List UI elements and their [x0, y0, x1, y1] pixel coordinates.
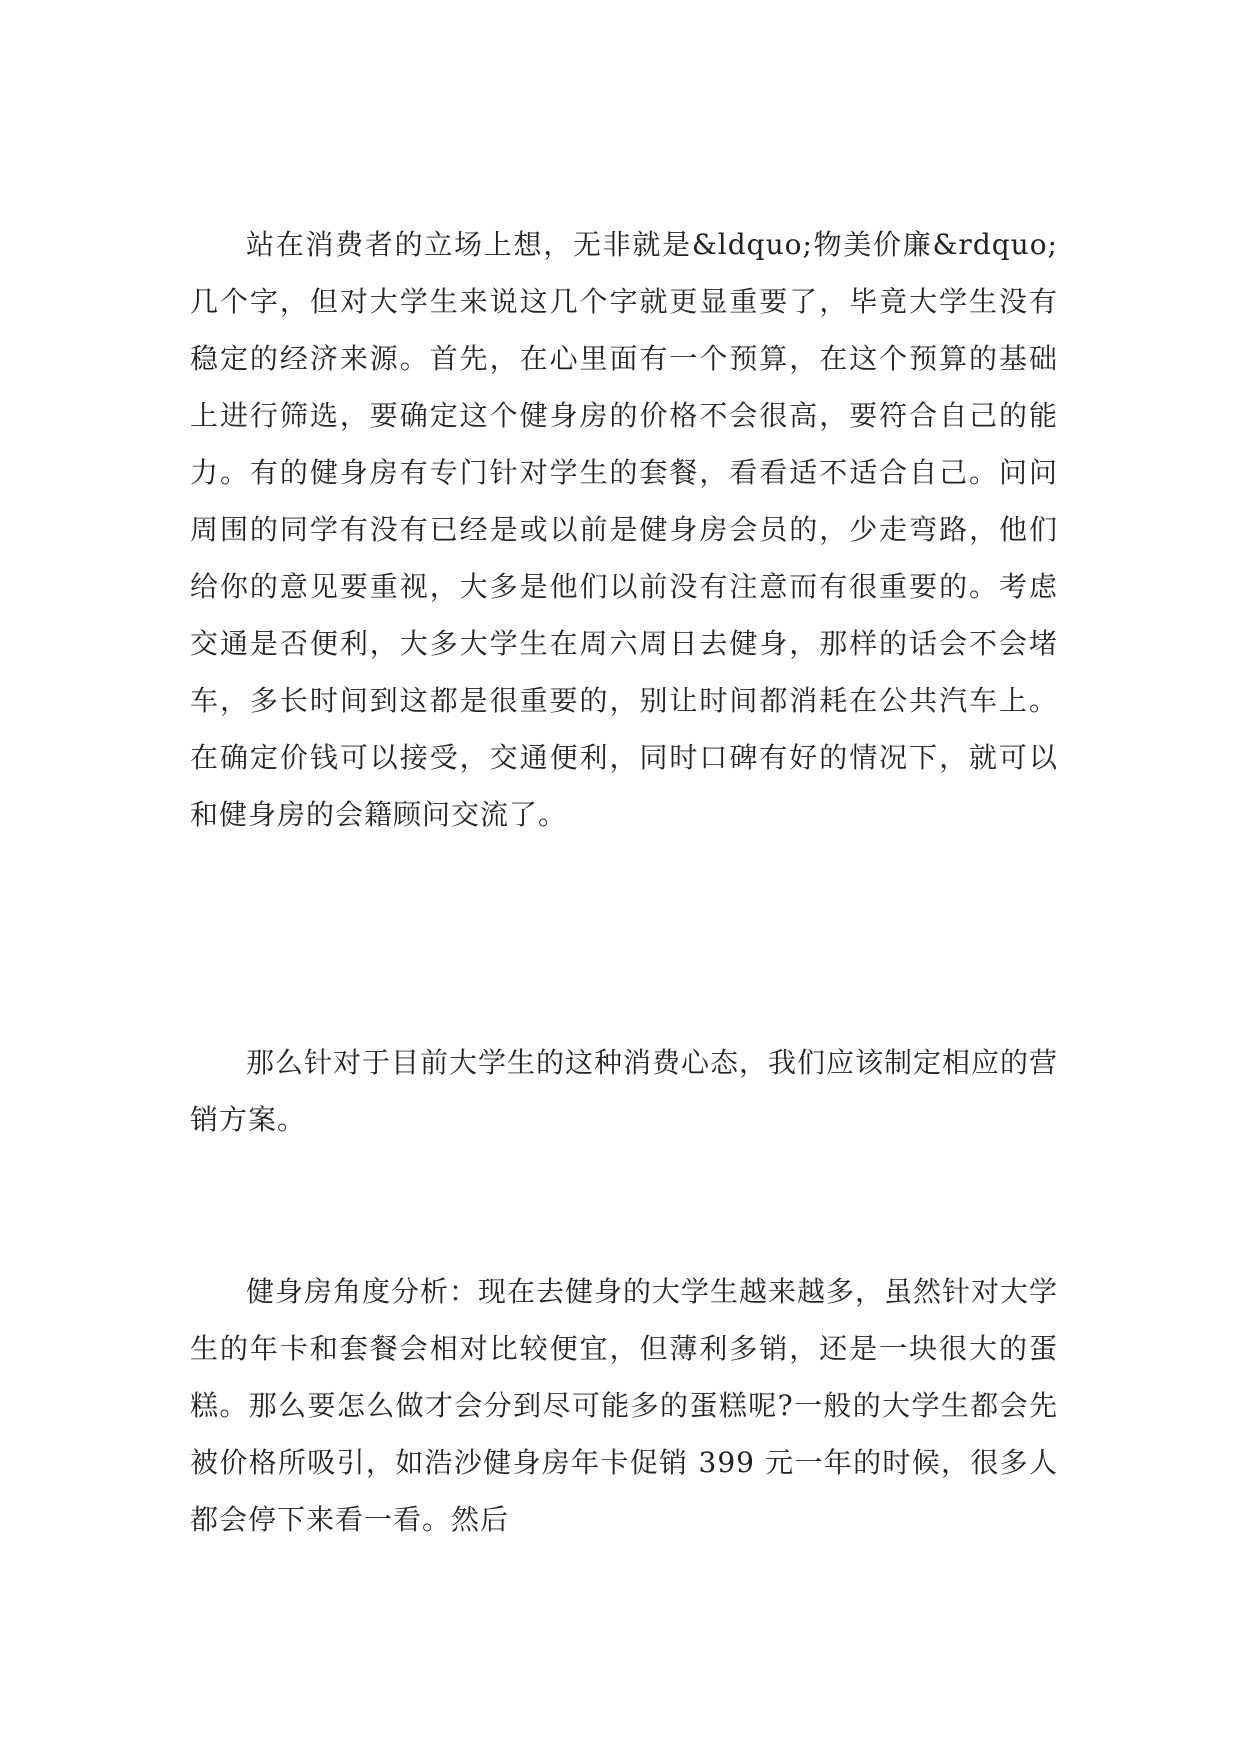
paragraph-consumer-perspective: 站在消费者的立场上想，无非就是&ldquo;物美价廉&rdquo;几个字，但对大学生来说这几个字就更显重要了，毕竟大学生没有稳定的经济来源。首先，在心里面有一个预算，在这个预算的基础上进行筛选，要确定这个健身房的价格不会很高，要符合自己的能力。有的健身房有专门针对学生的套餐，看看适不适合自己。问问周围的同学有没有已经是或以前是健身房会员的，少走弯路，他们给你的意见要重视，大多是他们以前没有注意而有很重要的。考虑交通是否便利，大多大学生在周六周日去健身，那样的话会不会堵车，多长时间到这都是很重要的，别让时间都消耗在公共汽车上。在确定价钱可以接受，交通便利，同时口碑有好的情况下，就可以和健身房的会籍顾问交流了。 [190, 228, 1058, 831]
paragraph-marketing-plan: 那么针对于目前大学生的这种消费心态，我们应该制定相应的营销方案。 [190, 1046, 1059, 1136]
paragraph-gym-analysis: 健身房角度分析：现在去健身的大学生越来越多，虽然针对大学生的年卡和套餐会相对比较便宜，但薄利多销，还是一块很大的蛋糕。那么要怎么做才会分到尽可能多的蛋糕呢?一般的大学生都会先被价格所吸引，如浩沙健身房年卡促销 399 元一年的时候，很多人都会停下来看一看。然后 [190, 1275, 1059, 1536]
